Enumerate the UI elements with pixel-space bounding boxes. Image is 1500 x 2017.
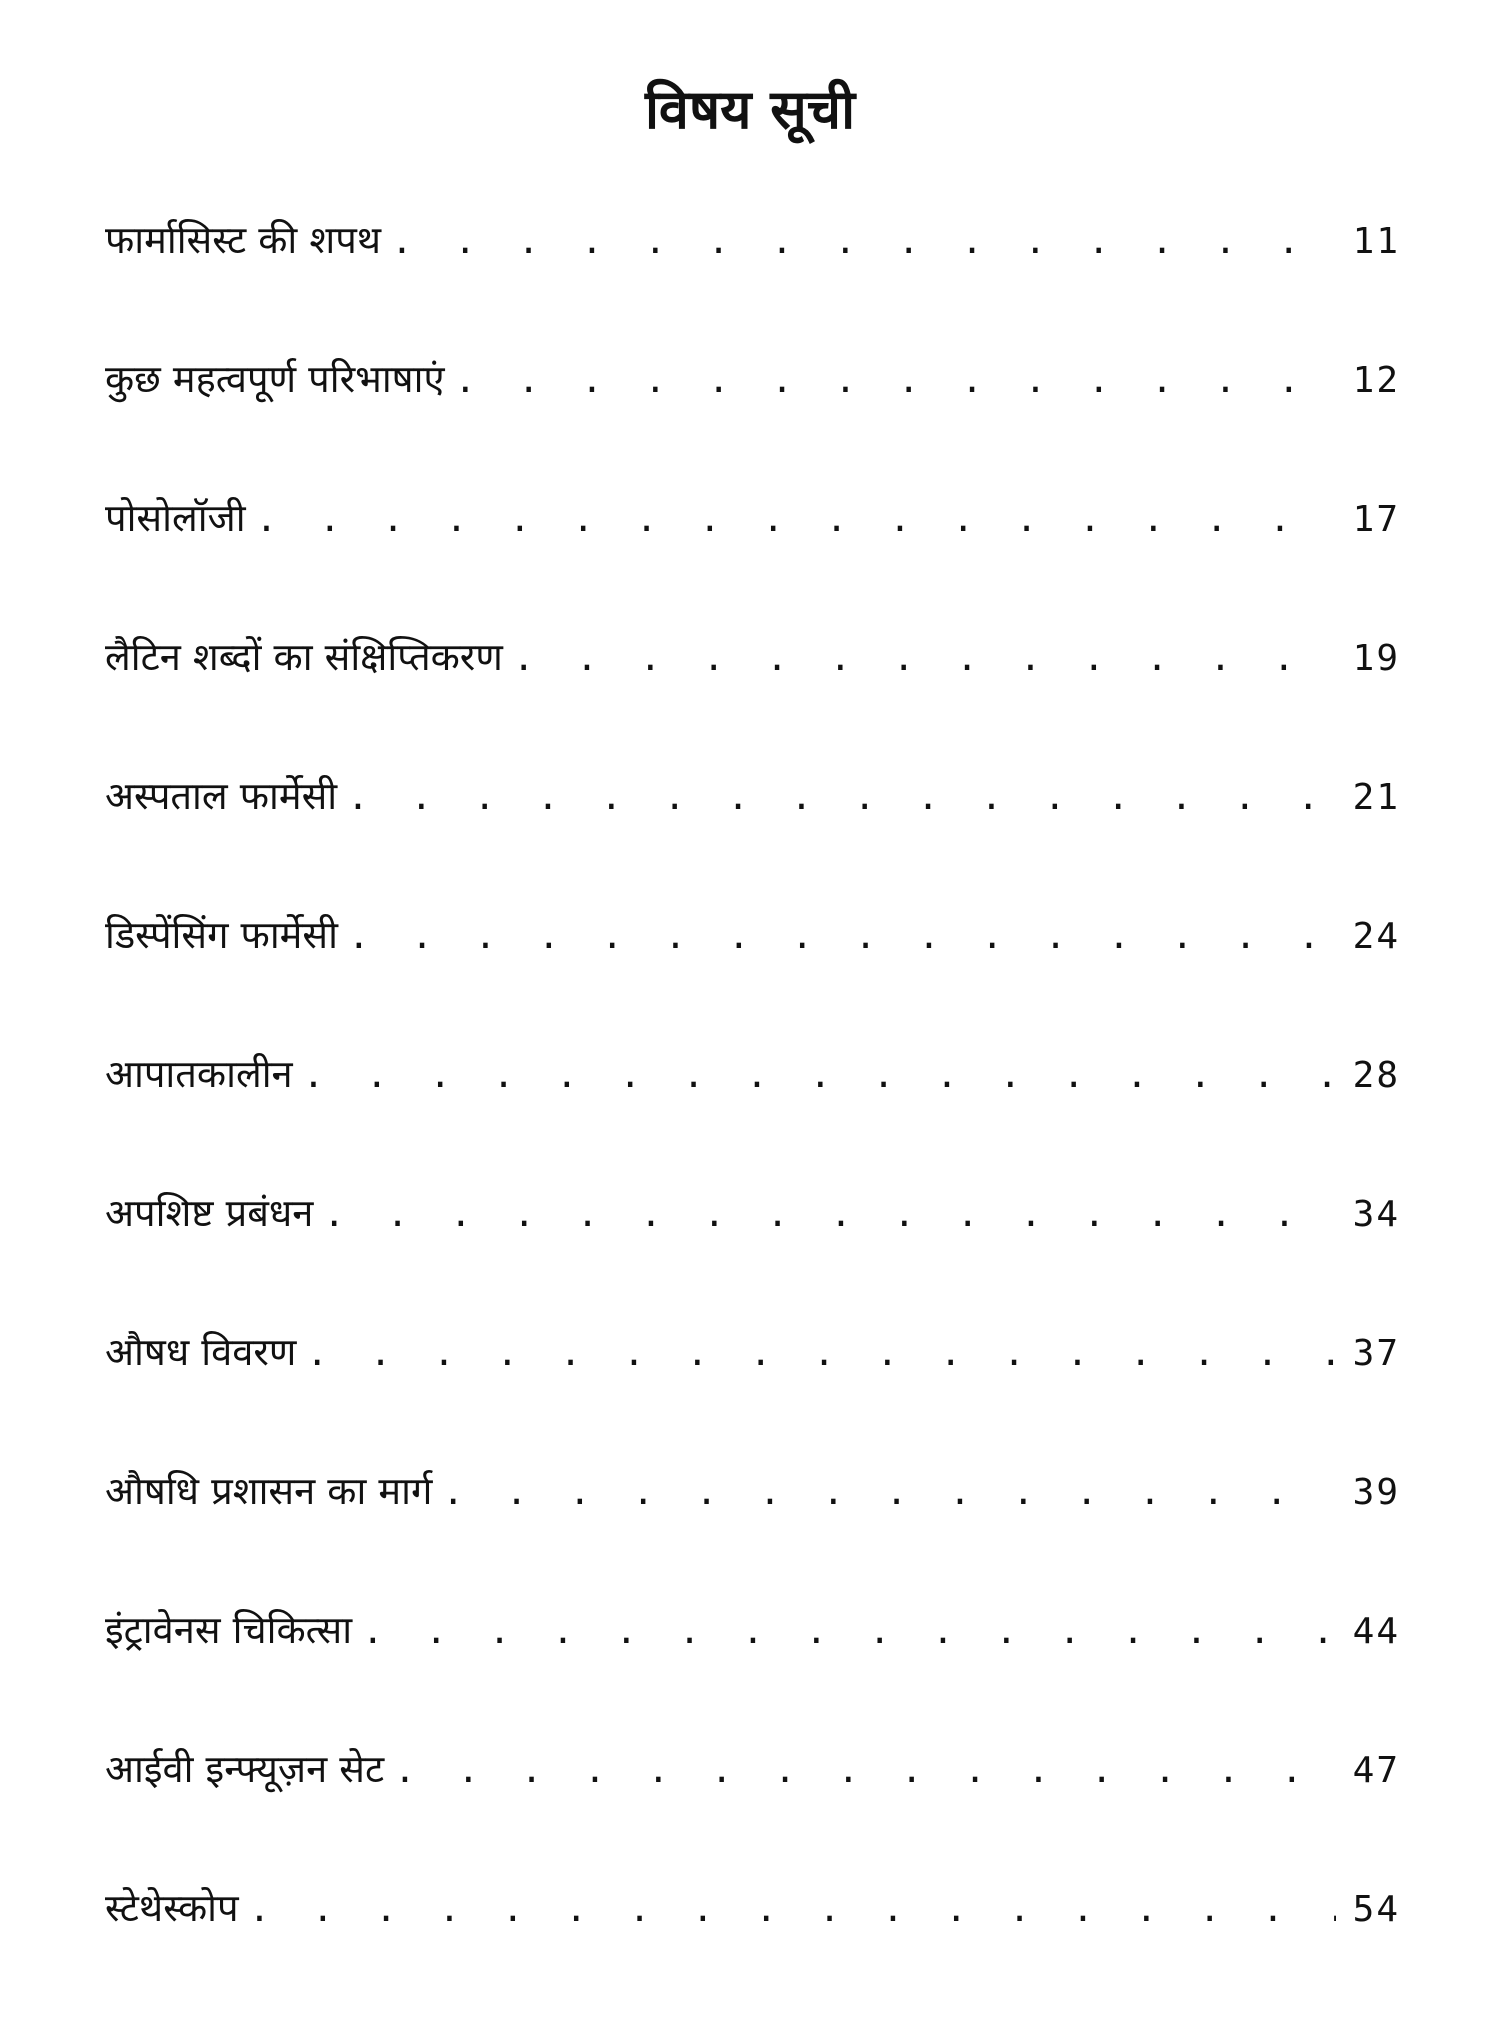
toc-entry-page: 37 <box>1352 1333 1400 1374</box>
toc-entry[interactable] <box>105 488 1400 627</box>
toc-entry-page: 17 <box>1352 499 1400 540</box>
toc-entry-title: लैटिन शब्दों का संक्षिप्तिकरण <box>105 635 503 679</box>
page-title: विषय सूची <box>644 78 856 141</box>
toc-entry[interactable] <box>105 905 1400 1044</box>
toc-entry-title: आईवी इन्फ्यूज़न सेट <box>105 1747 385 1791</box>
toc-leader-dots <box>323 1194 1336 1235</box>
toc-entry-title: स्टेथेस्कोप <box>105 1886 239 1930</box>
toc-entry[interactable] <box>105 1600 1400 1739</box>
toc-leader-dots <box>348 916 1336 957</box>
toc-entry[interactable] <box>105 1322 1400 1461</box>
toc-entry-title: अस्पताल फार्मेसी <box>105 774 338 818</box>
toc-leader-dots <box>391 221 1336 262</box>
toc-leader-dots <box>249 1889 1336 1930</box>
toc-leader-dots <box>362 1611 1336 1652</box>
toc-entry[interactable] <box>105 1044 1400 1183</box>
toc-leader-dots <box>256 499 1336 540</box>
toc-leader-dots <box>306 1333 1336 1374</box>
toc-entry-page: 54 <box>1352 1889 1400 1930</box>
toc-entry-page: 19 <box>1352 638 1400 679</box>
toc-leader-dots <box>442 1472 1336 1513</box>
toc-entry-page: 34 <box>1352 1194 1400 1235</box>
toc-entry-title: कुछ महत्वपूर्ण परिभाषाएं <box>105 357 445 401</box>
toc-leader-dots <box>303 1055 1336 1096</box>
toc-entry[interactable] <box>105 766 1400 905</box>
toc-entry-page: 39 <box>1352 1472 1400 1513</box>
toc-entry-page: 44 <box>1352 1611 1400 1652</box>
toc-entry-title: इंट्रावेनस चिकित्सा <box>105 1608 353 1652</box>
toc-entry[interactable] <box>105 349 1400 488</box>
toc-entry-title: औषधि प्रशासन का मार्ग <box>105 1469 433 1513</box>
toc-leader-dots <box>513 638 1336 679</box>
toc-entry[interactable] <box>105 210 1400 349</box>
toc-entry-page: 47 <box>1352 1750 1400 1791</box>
toc-entry-page: 21 <box>1352 777 1400 818</box>
toc-entry[interactable] <box>105 1878 1400 2017</box>
toc-entry[interactable] <box>105 1183 1400 1322</box>
toc-entry-title: फार्मासिस्ट की शपथ <box>105 218 382 262</box>
toc-entry[interactable] <box>105 1461 1400 1600</box>
toc-entry-page: 28 <box>1352 1055 1400 1096</box>
toc-leader-dots <box>394 1750 1336 1791</box>
toc-entry-page: 12 <box>1352 360 1400 401</box>
toc-entry-title: आपातकालीन <box>105 1052 293 1096</box>
table-of-contents <box>105 210 1400 2017</box>
toc-entry-page: 24 <box>1352 916 1400 957</box>
toc-entry[interactable] <box>105 627 1400 766</box>
toc-leader-dots <box>347 777 1336 818</box>
toc-entry-title: अपशिष्ट प्रबंधन <box>105 1191 314 1235</box>
toc-leader-dots <box>454 360 1336 401</box>
toc-entry[interactable] <box>105 1739 1400 1878</box>
toc-entry-page: 11 <box>1352 221 1400 262</box>
toc-entry-title: डिस्पेंसिंग फार्मेसी <box>105 913 338 957</box>
toc-entry-title: पोसोलॉजी <box>105 496 246 540</box>
toc-entry-title: औषध विवरण <box>105 1330 297 1374</box>
